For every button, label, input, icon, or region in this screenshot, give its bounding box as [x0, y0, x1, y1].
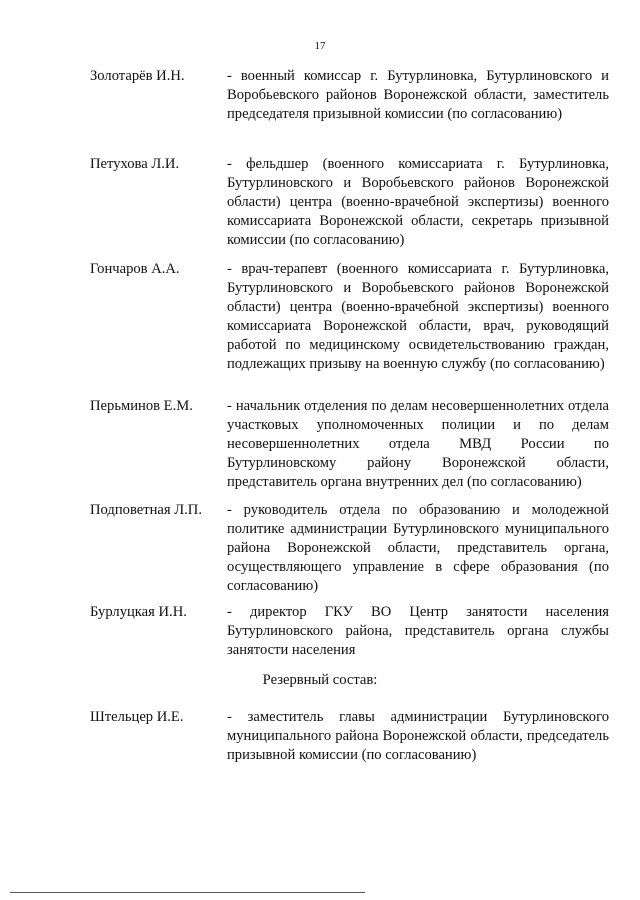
member-name: Штельцер И.Е.	[90, 709, 184, 725]
member-name: Подповетная Л.П.	[90, 502, 202, 518]
member-name: Петухова Л.И.	[90, 156, 180, 172]
member-description: - начальник отделения по делам несовершеннолетних отдела участковых уполномоченных полиции и по делам несовершеннолетних отдела МВД России по Бутурлиновскому району Воронежской области, представитель органа внутренних дел (по согласованию)	[227, 398, 609, 490]
member-description: - военный комиссар г. Бутурлиновка, Бутурлиновского и Воробьевского районов Воронежской области, заместитель председателя призывной комиссии (по согласованию)	[227, 68, 609, 122]
page-number: 17	[314, 40, 326, 52]
footer-divider	[10, 892, 365, 893]
member-description: - фельдшер (военного комиссариата г. Бутурлиновка, Бутурлиновского и Воробьевского районов Воронежской области) центра (военно-врачебной экспертизы) военного комиссариата Воронежской области, секретарь призывной комиссии (по согласованию)	[227, 156, 609, 248]
member-name: Перьминов Е.М.	[90, 398, 193, 414]
member-description: - директор ГКУ ВО Центр занятости населения Бутурлиновского района, представитель органа службы занятости населения	[227, 604, 609, 658]
member-name: Бурлуцкая И.Н.	[90, 604, 187, 620]
reserve-section-title: Резервный состав:	[262, 672, 378, 688]
member-name: Гончаров А.А.	[90, 261, 180, 277]
member-description: - врач-терапевт (военного комиссариата г. Бутурлиновка, Бутурлиновского и Воробьевского районов Воронежской области) центра (военно-врачебной экспертизы) военного комиссариата Воронежской области, врач, руководящий работой по медицинскому освидетельствованию граждан, подлежащих призыву на военную службу (по согласованию)	[227, 261, 609, 372]
member-name: Золотарёв И.Н.	[90, 68, 185, 84]
member-description: - заместитель главы администрации Бутурлиновского муниципального района Воронежской области, председатель призывной комиссии (по согласованию)	[227, 709, 609, 763]
member-description: - руководитель отдела по образованию и молодежной политике администрации Бутурлиновского муниципального района Воронежской области, представитель органа, осуществляющего управление в сфере образования (по согласованию)	[227, 502, 609, 594]
